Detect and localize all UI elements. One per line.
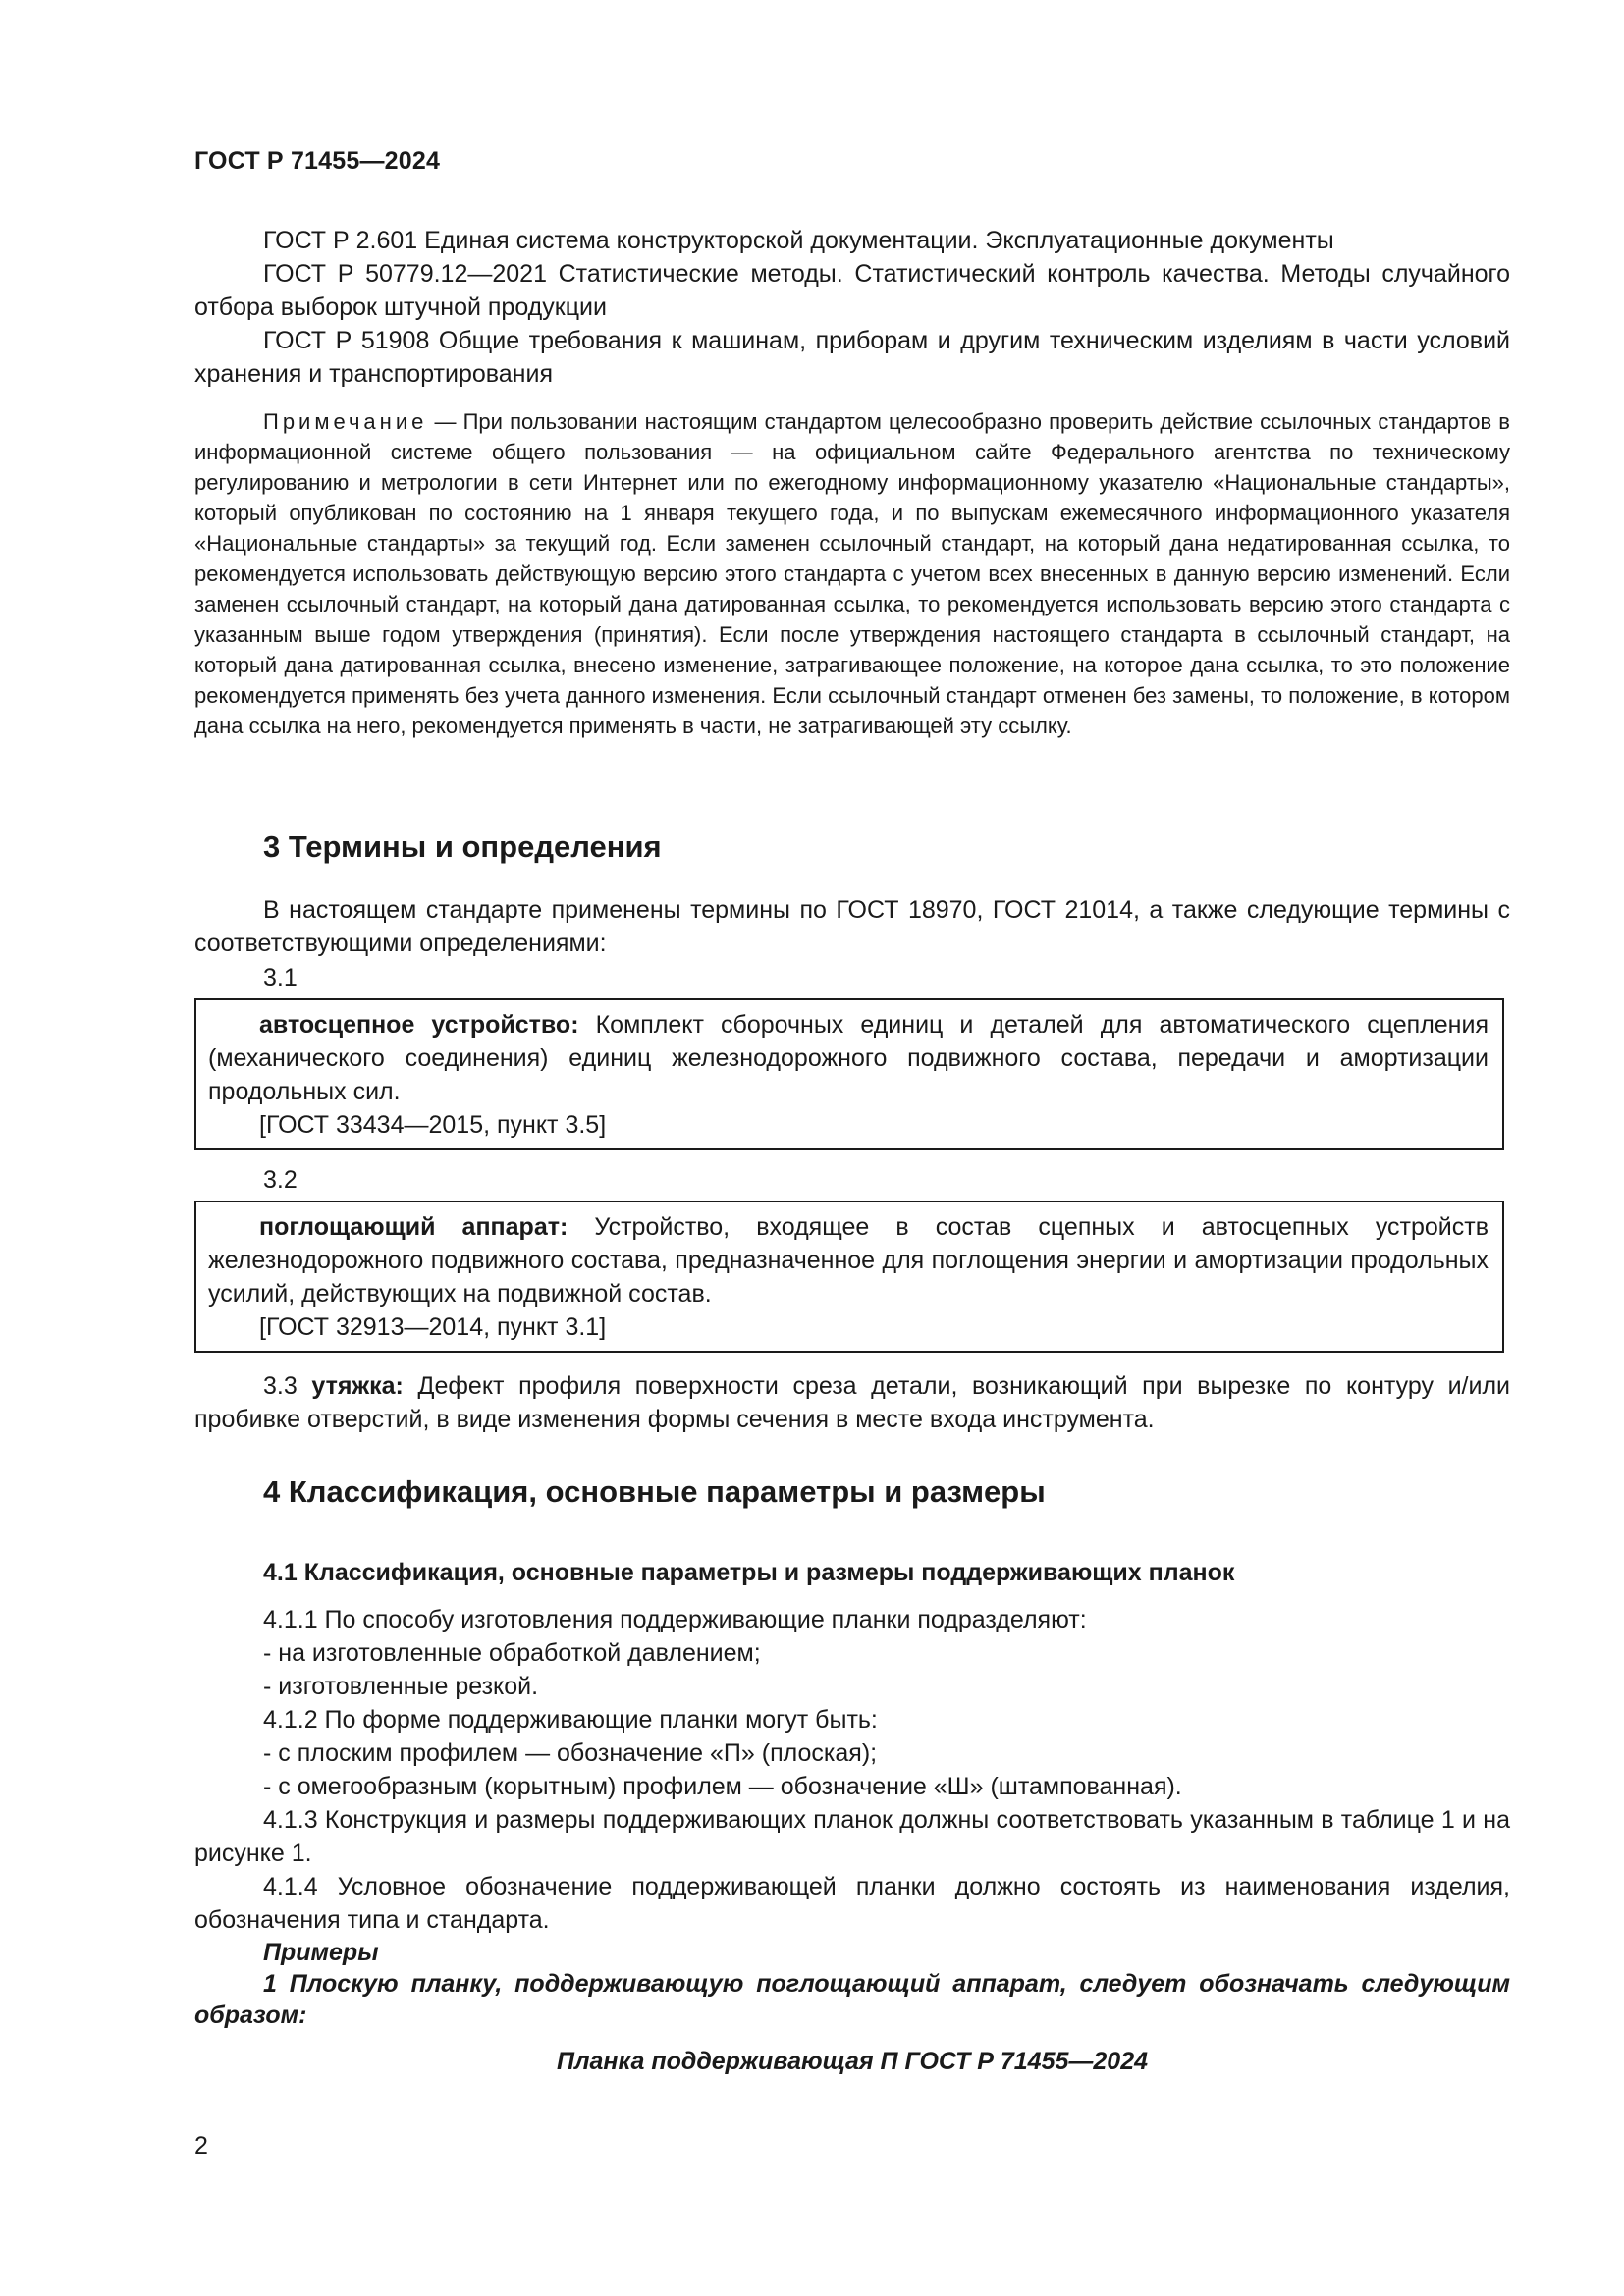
term-box-3-1 xyxy=(194,998,1504,1150)
list-item: - с плоским профилем — обозначение «П» (плоская); xyxy=(263,1739,878,1767)
term-name: автосцепное устройство: xyxy=(259,1011,579,1039)
document-code-header: ГОСТ Р 71455—2024 xyxy=(194,147,441,175)
list-item: - на изготовленные обработкой давлением; xyxy=(263,1639,761,1667)
example-designation: Планка поддерживающая П ГОСТ Р 71455—2024 xyxy=(556,2048,1149,2075)
references-list xyxy=(194,224,1510,391)
term-source: [ГОСТ 32913—2014, пункт 3.1] xyxy=(259,1313,607,1341)
subsection-4-1-title: 4.1 Классификация, основные параметры и размеры поддерживающих планок xyxy=(263,1559,1235,1586)
term-definition: автосцепное устройство: Комплект сборочных единиц и деталей для автоматического сцепления (механического соединения) единиц железнодорожного подвижного состава, передачи и амортизации продольных сил. xyxy=(208,1011,1489,1105)
section-4-body: 4.1.1 По способу изготовления поддерживающие планки подразделяют: - на изготовленные обработкой давлением; - изготовленные резкой. 4.1.2 По форме поддерживающие планки могут быть: - с плоским профилем — обозначение «П» (плоская); - с омегообразным (корытным) профилем — обозначение «Ш» (штампованная). 4.1.3 Конструкция и размеры поддерживающих планок должны соответствовать указанным в таблице 1 и на рисунке 1. 4.1.4 Условное обозначение поддерживающей планки должно состоять из наименования изделия, обозначения типа и стандарта. Примеры 1 Плоскую планку, поддерживающую поглощающий аппарат, следует обозначать следующим образом: Планка поддерживающая П ГОСТ Р 71455—2024 xyxy=(194,1603,1510,2078)
term-name: поглощающий аппарат: xyxy=(259,1213,568,1241)
term-box-3-2 xyxy=(194,1201,1504,1353)
term-number: 3.1 xyxy=(263,964,298,991)
reference-item: ГОСТ Р 50779.12—2021 Статистические методы. Статистический контроль качества. Методы случайного отбора выборок штучной продукции xyxy=(194,260,1510,321)
term-name: утяжка: xyxy=(311,1372,404,1400)
page-number: 2 xyxy=(194,2132,208,2160)
list-item: - с омегообразным (корытным) профилем — обозначение «Ш» (штампованная). xyxy=(263,1773,1182,1800)
term-number: 3.2 xyxy=(263,1166,298,1194)
term-source: [ГОСТ 33434—2015, пункт 3.5] xyxy=(259,1111,607,1139)
section-3-title: 3 Термины и определения xyxy=(263,829,662,864)
reference-item: ГОСТ Р 51908 Общие требования к машинам, приборам и другим техническим изделиям в части условий хранения и транспортирования xyxy=(194,327,1510,388)
reference-item: ГОСТ Р 2.601 Единая система конструкторской документации. Эксплуатационные документы xyxy=(263,227,1334,254)
list-item: - изготовленные резкой. xyxy=(263,1673,539,1700)
note-text: — При пользовании настоящим стандартом целесообразно проверить действие ссылочных стандартов в информационной системе общего пользования — на официальном сайте Федерального агентства по техническому регулированию и метрологии в сети Интернет или по ежегодному информационному указателю «Национальные стандарты», который опубликован по состоянию на 1 января текущего года, и по выпускам ежемесячного информационного указателя «Национальные стандарты» за текущий год. Если заменен ссылочный стандарт, на который дана недатированная ссылка, то рекомендуется использовать действующую версию этого стандарта с учетом всех внесенных в данную версию изменений. Если заменен ссылочный стандарт, на который дана датированная ссылка, то рекомендуется использовать версию этого стандарта с указанным выше годом утверждения (принятия). Если после утверждения настоящего стандарта в ссылочный стандарт, на который дана датированная ссылка, внесено изменение, затрагивающее положение, на которое дана ссылка, то это положение рекомендуется применять без учета данного изменения. Если ссылочный стандарт отменен без замены, то положение, в котором дана ссылка на него, рекомендуется применять в части, не затрагивающей эту ссылку. xyxy=(194,409,1510,738)
references-note xyxy=(194,406,1510,741)
section-3-intro: В настоящем стандарте применены термины по ГОСТ 18970, ГОСТ 21014, а также следующие термины с соответствующими определениями: xyxy=(194,896,1510,957)
examples-label: Примеры xyxy=(263,1939,379,1966)
section-4-title: 4 Классификация, основные параметры и размеры xyxy=(263,1474,1046,1509)
term-3-3: 3.3 утяжка: Дефект профиля поверхности среза детали, возникающий при вырезке по контуру и/или пробивке отверстий, в виде изменения формы сечения в месте входа инструмента. xyxy=(194,1372,1510,1433)
term-definition: поглощающий аппарат: Устройство, входящее в состав сцепных и автосцепных устройств железнодорожного подвижного состава, предназначенное для поглощения энергии и амортизации продольных усилий, действующих на подвижной состав. xyxy=(208,1213,1489,1308)
note-label: Примечание xyxy=(263,409,428,434)
example-text: 1 Плоскую планку, поддерживающую поглощающий аппарат, следует обозначать следующим образом: xyxy=(194,1970,1510,2029)
